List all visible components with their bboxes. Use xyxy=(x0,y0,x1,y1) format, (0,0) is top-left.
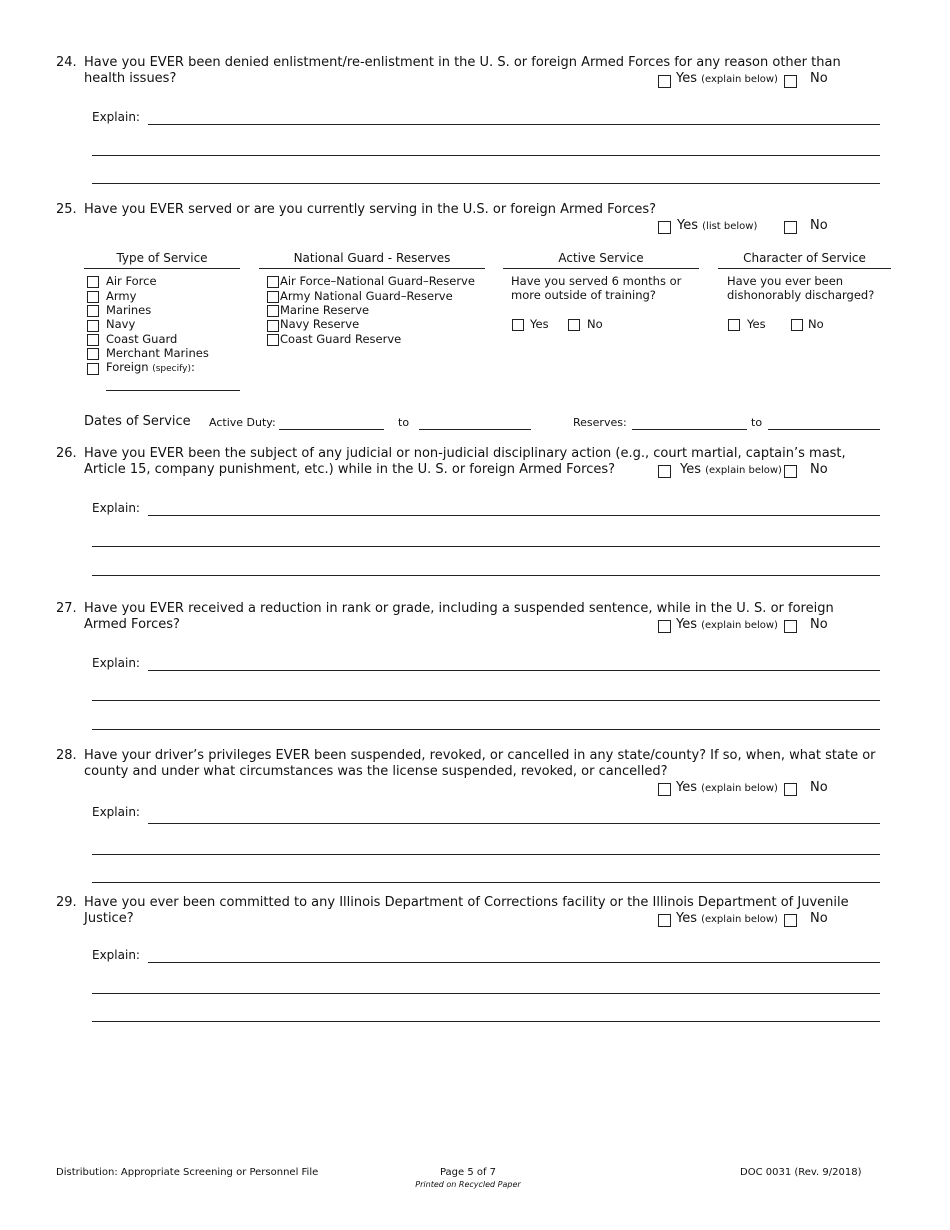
question-number: 28. xyxy=(56,748,77,763)
no-label: No xyxy=(810,71,828,86)
navy-checkbox[interactable] xyxy=(87,320,99,332)
heading-underline xyxy=(259,268,485,269)
question-number: 26. xyxy=(56,446,77,461)
question-number: 25. xyxy=(56,202,77,217)
yes-label: Yes (list below) xyxy=(677,218,758,233)
explain-line[interactable] xyxy=(92,546,880,547)
active-yes-label: Yes xyxy=(530,317,549,331)
explain-line[interactable] xyxy=(92,993,880,994)
navy-reserve-checkbox[interactable] xyxy=(267,320,279,332)
explain-label: Explain: xyxy=(92,805,140,819)
no-label: No xyxy=(810,218,828,233)
option-label: Marine Reserve xyxy=(280,303,370,317)
active-service-heading: Active Service xyxy=(558,251,644,265)
active-yes-checkbox[interactable] xyxy=(512,319,524,331)
reserves-from-field[interactable] xyxy=(632,429,747,430)
option-label: Army xyxy=(106,289,137,303)
question-text: Have you EVER been the subject of any judicial or non-judicial disciplinary action (e.g., court martial, captain’s mast, Article 15, company punishment, etc.) while in the U. S. or foreign Armed Forces? xyxy=(84,446,846,477)
active-duty-from-field[interactable] xyxy=(279,429,384,430)
no-label: No xyxy=(810,617,828,632)
army-checkbox[interactable] xyxy=(87,291,99,303)
explain-line[interactable] xyxy=(92,575,880,576)
heading-underline xyxy=(718,268,891,269)
explain-label: Explain: xyxy=(92,110,140,124)
yes-checkbox[interactable] xyxy=(658,914,671,927)
question-text: Have you EVER served or are you currently serving in the U.S. or foreign Armed Forces? xyxy=(84,202,657,217)
character-yes-checkbox[interactable] xyxy=(728,319,740,331)
character-no-label: No xyxy=(808,317,824,331)
option-label: Coast Guard Reserve xyxy=(280,332,402,346)
explain-line[interactable] xyxy=(92,700,880,701)
merchant-marines-checkbox[interactable] xyxy=(87,348,99,360)
explain-line[interactable] xyxy=(92,1021,880,1022)
no-checkbox[interactable] xyxy=(784,221,797,234)
option-label: Marines xyxy=(106,303,152,317)
option-label: Army National Guard–Reserve xyxy=(280,289,453,303)
question-number: 29. xyxy=(56,895,77,910)
army-guard-checkbox[interactable] xyxy=(267,291,279,303)
no-label: No xyxy=(810,911,828,926)
active-no-label: No xyxy=(587,317,603,331)
question-text: Have you EVER been denied enlistment/re-enlistment in the U. S. or foreign Armed Forces for any reason other than health issues? xyxy=(84,55,841,86)
no-checkbox[interactable] xyxy=(784,465,797,478)
question-text: Have you ever been committed to any Illinois Department of Corrections facility or the Illinois Department of Juvenile Justice? xyxy=(84,895,849,926)
to-label: to xyxy=(751,416,763,429)
explain-line[interactable] xyxy=(92,882,880,883)
option-label: Foreign (specify): xyxy=(106,360,195,374)
option-label: Merchant Marines xyxy=(106,346,209,360)
explain-line[interactable] xyxy=(148,823,880,824)
yes-label: Yes (explain below) xyxy=(680,462,782,477)
yes-checkbox[interactable] xyxy=(658,221,671,234)
reserves-label: Reserves: xyxy=(573,416,627,429)
heading-underline xyxy=(503,268,699,269)
no-checkbox[interactable] xyxy=(784,914,797,927)
foreign-checkbox[interactable] xyxy=(87,363,99,375)
yes-label: Yes (explain below) xyxy=(676,780,778,795)
yes-label: Yes (explain below) xyxy=(676,617,778,632)
no-checkbox[interactable] xyxy=(784,783,797,796)
no-label: No xyxy=(810,780,828,795)
no-label: No xyxy=(810,462,828,477)
explain-line[interactable] xyxy=(92,854,880,855)
explain-line[interactable] xyxy=(148,962,880,963)
character-of-service-heading: Character of Service xyxy=(743,251,866,265)
marines-checkbox[interactable] xyxy=(87,305,99,317)
question-number: 24. xyxy=(56,55,77,70)
dates-of-service-label: Dates of Service xyxy=(84,414,191,429)
option-label: Air Force xyxy=(106,274,157,288)
yes-checkbox[interactable] xyxy=(658,783,671,796)
yes-label: Yes (explain below) xyxy=(676,911,778,926)
explain-line[interactable] xyxy=(92,183,880,184)
question-text: Have you EVER received a reduction in rank or grade, including a suspended sentence, while in the U. S. or foreign Armed Forces? xyxy=(84,601,834,632)
character-no-checkbox[interactable] xyxy=(791,319,803,331)
yes-checkbox[interactable] xyxy=(658,465,671,478)
explain-line[interactable] xyxy=(92,155,880,156)
option-label: Air Force–National Guard–Reserve xyxy=(280,274,475,288)
option-label: Coast Guard xyxy=(106,332,178,346)
yes-checkbox[interactable] xyxy=(658,75,671,88)
option-label: Navy xyxy=(106,317,136,331)
to-label: to xyxy=(398,416,410,429)
national-guard-heading: National Guard - Reserves xyxy=(293,251,451,265)
character-yes-label: Yes xyxy=(747,317,766,331)
character-question: Have you ever been dishonorably discharged? xyxy=(727,274,875,302)
explain-line[interactable] xyxy=(148,670,880,671)
explain-label: Explain: xyxy=(92,501,140,515)
marine-reserve-checkbox[interactable] xyxy=(267,305,279,317)
explain-label: Explain: xyxy=(92,948,140,962)
air-force-guard-checkbox[interactable] xyxy=(267,276,279,288)
question-text: Have your driver’s privileges EVER been suspended, revoked, or cancelled in any state/county? If so, when, what state or county and under what circumstances was the license suspended, revoked, or cancelled? xyxy=(84,748,876,779)
heading-underline xyxy=(84,268,240,269)
recycled-paper-note: Printed on Recycled Paper xyxy=(415,1180,521,1189)
reserves-to-field[interactable] xyxy=(768,429,880,430)
explain-line[interactable] xyxy=(148,515,880,516)
option-label: Navy Reserve xyxy=(280,317,360,331)
coast-guard-reserve-checkbox[interactable] xyxy=(267,334,279,346)
active-duty-label: Active Duty: xyxy=(209,416,276,429)
explain-label: Explain: xyxy=(92,656,140,670)
yes-checkbox[interactable] xyxy=(658,620,671,633)
coast-guard-checkbox[interactable] xyxy=(87,334,99,346)
active-no-checkbox[interactable] xyxy=(568,319,580,331)
foreign-specify-line[interactable] xyxy=(106,390,240,391)
distribution-text: Distribution: Appropriate Screening or Personnel File xyxy=(56,1167,319,1178)
no-checkbox[interactable] xyxy=(784,620,797,633)
doc-number: DOC 0031 (Rev. 9/2018) xyxy=(740,1167,862,1178)
no-checkbox[interactable] xyxy=(784,75,797,88)
explain-line[interactable] xyxy=(148,124,880,125)
air-force-checkbox[interactable] xyxy=(87,276,99,288)
type-of-service-heading: Type of Service xyxy=(116,251,208,265)
active-duty-to-field[interactable] xyxy=(419,429,531,430)
explain-line[interactable] xyxy=(92,729,880,730)
active-service-question: Have you served 6 months or more outside of training? xyxy=(511,274,682,302)
question-number: 27. xyxy=(56,601,77,616)
yes-label: Yes (explain below) xyxy=(676,71,778,86)
page-number: Page 5 of 7 xyxy=(439,1167,497,1178)
